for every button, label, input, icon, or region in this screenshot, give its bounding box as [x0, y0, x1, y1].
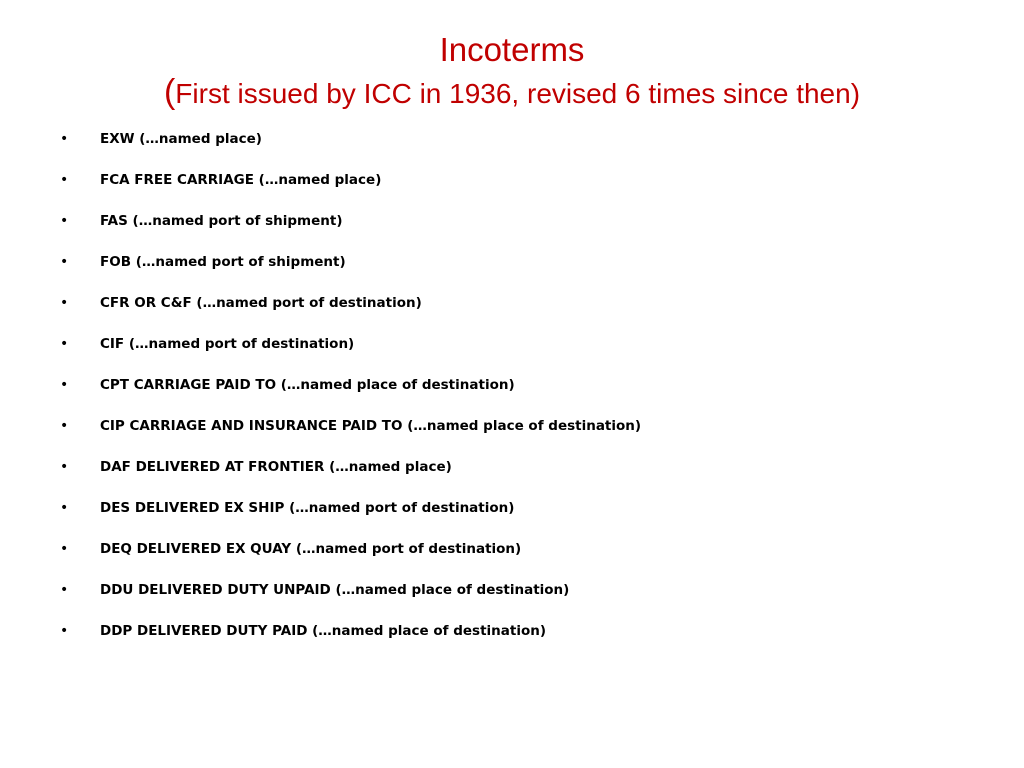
slide-subtitle-line [0, 74, 1024, 112]
bullet-icon: • [60, 336, 69, 352]
list-item-text: FCA FREE CARRIAGE (…named place) [100, 172, 382, 188]
bullet-icon: • [60, 541, 69, 557]
bullet-icon: • [60, 295, 69, 311]
bullet-icon: • [60, 131, 69, 147]
bullet-icon: • [60, 377, 69, 393]
bullet-icon: • [60, 254, 69, 270]
list-item-text: CIF (…named port of destination) [100, 336, 355, 352]
list-item-text: CFR OR C&F (…named port of destination) [100, 295, 422, 311]
bullet-icon: • [60, 459, 69, 475]
bullet-icon: • [60, 172, 69, 188]
bullet-icon: • [60, 213, 69, 229]
list-item-text: FOB (…named port of shipment) [100, 254, 346, 270]
list-item-text: CPT CARRIAGE PAID TO (…named place of destination) [100, 377, 515, 393]
list-item-text: FAS (…named port of shipment) [100, 213, 343, 229]
list-item-text: EXW (…named place) [100, 131, 262, 147]
bullet-icon: • [60, 582, 69, 598]
list-item-text: DES DELIVERED EX SHIP (…named port of destination) [100, 500, 515, 516]
list-item-text: DEQ DELIVERED EX QUAY (…named port of destination) [100, 541, 522, 557]
list-item-text: DAF DELIVERED AT FRONTIER (…named place) [100, 459, 452, 475]
bullet-icon: • [60, 500, 69, 516]
bullet-icon: • [60, 623, 69, 639]
list-item-text: CIP CARRIAGE AND INSURANCE PAID TO (…named place of destination) [100, 418, 642, 434]
slide-title-block [0, 30, 1024, 112]
slide-title: Incoterms [439, 31, 585, 68]
list-item-text: DDP DELIVERED DUTY PAID (…named place of destination) [100, 623, 547, 639]
bullet-icon: • [60, 418, 69, 434]
slide-subtitle: First issued by ICC in 1936, revised 6 times since then) [175, 78, 861, 109]
list-item-text: DDU DELIVERED DUTY UNPAID (…named place of destination) [100, 582, 570, 598]
subtitle-open-paren: ( [163, 73, 176, 111]
